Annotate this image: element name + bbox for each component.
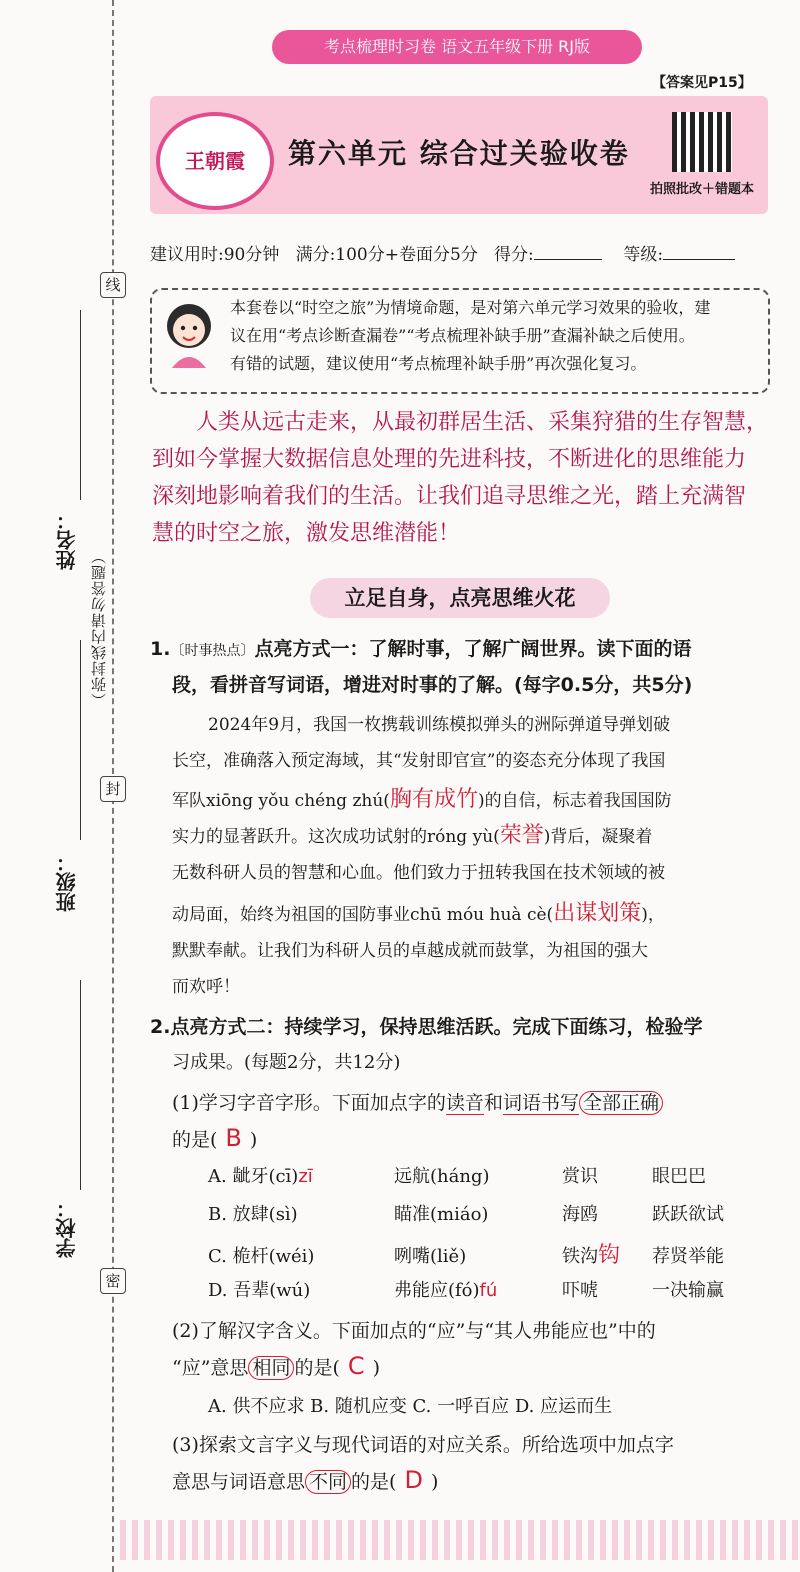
option-text: 弗能应(fó) <box>394 1280 480 1301</box>
q2-answer-1[interactable]: B <box>225 1124 242 1152</box>
q1-para-line: 2024年9月，我国一枚携载训练模拟弹头的洲际弹道导弹划破 <box>208 715 671 735</box>
q2-answer-3[interactable]: D <box>404 1466 423 1494</box>
qr-caption: 拍照批改＋错题本 <box>650 182 755 197</box>
seal-mark-seal: 封 <box>100 776 126 802</box>
intro-text <box>230 294 760 378</box>
q1-tag: 〔时事热点〕 <box>170 643 255 659</box>
option-text: 一决输赢 <box>652 1280 724 1301</box>
seal-notice: （弥封线内请勿答题） <box>90 548 108 708</box>
school-label: 学校： <box>55 1198 79 1258</box>
q1-para-line: 而欢呼！ <box>172 977 240 997</box>
intro-line: 有错的试题，建议使用“考点梳理补缺手册”再次强化复习。 <box>230 354 647 373</box>
option-text: D. 吾辈(wú) <box>208 1280 311 1301</box>
series-banner: 考点梳理时习卷 语文五年级下册 RJ版 <box>272 30 642 64</box>
q2-text: 的是( <box>351 1471 397 1493</box>
option-text: C. 桅杆(wéi) <box>208 1246 315 1267</box>
intro-line: 议在用“考点诊断查漏卷”“考点梳理补缺手册”查漏补缺之后使用。 <box>230 326 695 345</box>
q2-sub2-line2 <box>172 1352 380 1380</box>
passage-line: 到如今掌握大数据信息处理的先进科技，不断进化的思维能力 <box>152 447 747 472</box>
q2-answer-2[interactable]: C <box>347 1352 365 1380</box>
theme-passage <box>152 404 768 552</box>
option-text: 铁沟 <box>562 1246 598 1267</box>
q1-answer-3[interactable]: 出谋划策 <box>553 901 642 926</box>
school-blank[interactable] <box>80 980 81 1190</box>
q1-text: 实力的显著跃升。这次成功试射的róng yù( <box>172 827 500 847</box>
grade-blank[interactable] <box>663 259 735 260</box>
q1-text: )的自信，标志着我国国防 <box>477 791 672 811</box>
q2-sub3-line2 <box>172 1466 438 1494</box>
option-text: 海鸥 <box>562 1204 598 1225</box>
q2-underlined: 读音 <box>445 1092 484 1114</box>
option-b-word <box>394 1276 562 1302</box>
q2-sub1-line2 <box>172 1124 257 1152</box>
q2-text: 的是( <box>172 1129 218 1151</box>
q1-text: 动局面，始终为祖国的国防事业chū móu huà cè( <box>172 905 554 925</box>
q2-text: ) <box>249 1129 258 1151</box>
option-row <box>208 1276 724 1302</box>
q1-stem-line2 <box>172 670 692 697</box>
q1-para-line: 长空，准确落入预定海域，其“发射即官宣”的姿态充分体现了我国 <box>172 751 666 771</box>
q2-circled: 不同 <box>305 1470 351 1494</box>
q1-para-line: 无数科研人员的智慧和心血。他们致力于扭转我国在技术领域的被 <box>172 863 665 883</box>
q2-text: 和 <box>483 1092 503 1114</box>
q1-text: 军队xiōng yǒu chéng zhú( <box>172 791 390 811</box>
option-text: 跃跃欲试 <box>652 1204 724 1225</box>
q2-text: ) <box>372 1357 381 1379</box>
q1-text: )背后，凝聚着 <box>543 827 653 847</box>
seal-mark-secret: 密 <box>100 1268 126 1294</box>
q2-text: (1)学习字音字形。下面加点字的 <box>172 1092 446 1114</box>
q2-sub3-line1: (3)探索文言字义与现代词语的对应关系。所给选项中加点字 <box>172 1434 674 1456</box>
name-blank[interactable] <box>80 310 81 500</box>
option-text: 咧嘴(liě) <box>394 1246 467 1267</box>
seal-mark-line: 线 <box>100 272 126 298</box>
option-text: A. 龇牙(cī) <box>208 1166 299 1187</box>
option-row <box>208 1238 724 1269</box>
q2-circled: 全部正确 <box>579 1091 663 1115</box>
q2-stem-line2: 习成果。(每题2分，共12分) <box>172 1052 401 1073</box>
q2-text: ) <box>430 1471 439 1493</box>
girl-avatar-icon <box>160 298 218 368</box>
option-row <box>208 1162 706 1188</box>
q1-para-line <box>172 896 665 927</box>
class-blank[interactable] <box>80 640 81 840</box>
q1-para-line <box>172 818 652 849</box>
section-title: 立足自身，点亮思维火花 <box>310 578 610 618</box>
q2-text: 意思与词语意思 <box>172 1471 306 1493</box>
option-text: 赏识 <box>562 1166 598 1187</box>
q1-answer-2[interactable]: 荣誉 <box>499 823 544 848</box>
exam-info <box>150 240 735 265</box>
q2-sub2-line1: (2)了解汉字含义。下面加点的“应”与“其人弗能应也”中的 <box>172 1320 656 1342</box>
score-blank[interactable] <box>534 259 602 260</box>
passage-line: 慧的时空之旅，激发思维潜能！ <box>152 521 461 546</box>
score-label: 得分: <box>494 245 534 265</box>
option-row <box>208 1200 724 1226</box>
intro-line: 本套卷以“时空之旅”为情境命题，是对第六单元学习效果的验收，建 <box>230 298 711 317</box>
q2-circled: 相同 <box>248 1356 294 1380</box>
option-text: 瞄准(miáo) <box>394 1204 489 1225</box>
q2-text: 的是( <box>294 1357 340 1379</box>
q2-stem-line1 <box>150 1012 702 1039</box>
option-a-word <box>208 1162 394 1188</box>
q1-para-line <box>172 782 672 813</box>
option-text: 荐贤举能 <box>652 1246 724 1267</box>
class-label: 班级： <box>55 852 79 912</box>
q2-underlined: 词语书写 <box>502 1092 579 1114</box>
q2-stem: 点亮方式二：持续学习，保持思维活跃。完成下面练习，检验学 <box>170 1016 703 1038</box>
q2-sub1-line1 <box>172 1088 663 1115</box>
q1-text: )， <box>641 905 665 925</box>
q1-stem-cont: 段，看拼音写词语，增进对时事的了解。(每字0.5分，共5分) <box>172 674 693 696</box>
time-info: 建议用时:90分钟 <box>150 245 280 265</box>
q2-text: “应”意思 <box>172 1357 249 1379</box>
q2-sub2-options: A. 供不应求 B. 随机应变 C. 一呼百应 D. 应运而生 <box>208 1396 613 1417</box>
passage-line: 深刻地影响着我们的生活。让我们追寻思维之光，踏上充满智 <box>152 484 747 509</box>
option-text: 远航(háng) <box>394 1166 490 1187</box>
score-info: 满分:100分+卷面分5分 <box>295 245 478 265</box>
handwritten-fix: zī <box>298 1166 313 1187</box>
q1-answer-1[interactable]: 胸有成竹 <box>389 787 478 812</box>
q1-number: 1. <box>150 638 171 660</box>
qr-code-icon[interactable] <box>672 112 732 172</box>
passage-line: 人类从远古走来，从最初群居生活、采集狩猎的生存智慧， <box>196 410 769 435</box>
answer-reference: 【答案见P15】 <box>652 75 752 91</box>
brand-logo: 王朝霞 <box>156 112 274 210</box>
handwritten-fix: 钩 <box>598 1243 621 1268</box>
option-text: 吓唬 <box>562 1280 598 1301</box>
grade-label: 等级: <box>623 245 664 265</box>
q1-para-line: 默默奉献。让我们为科研人员的卓越成就而鼓掌，为祖国的强大 <box>172 941 648 961</box>
option-c-word <box>562 1238 652 1269</box>
page-title: 第六单元 综合过关验收卷 <box>288 137 630 170</box>
option-text: B. 放肆(sì) <box>208 1204 298 1225</box>
q1-stem-line1 <box>150 634 691 661</box>
option-text: 眼巴巴 <box>652 1166 706 1187</box>
q2-number: 2. <box>150 1016 171 1038</box>
footer-decoration <box>120 1520 800 1560</box>
q1-stem: 点亮方式一：了解时事，了解广阔世界。读下面的语 <box>254 638 692 660</box>
name-label: 姓名： <box>55 510 79 570</box>
handwritten-fix: fú <box>479 1280 498 1301</box>
